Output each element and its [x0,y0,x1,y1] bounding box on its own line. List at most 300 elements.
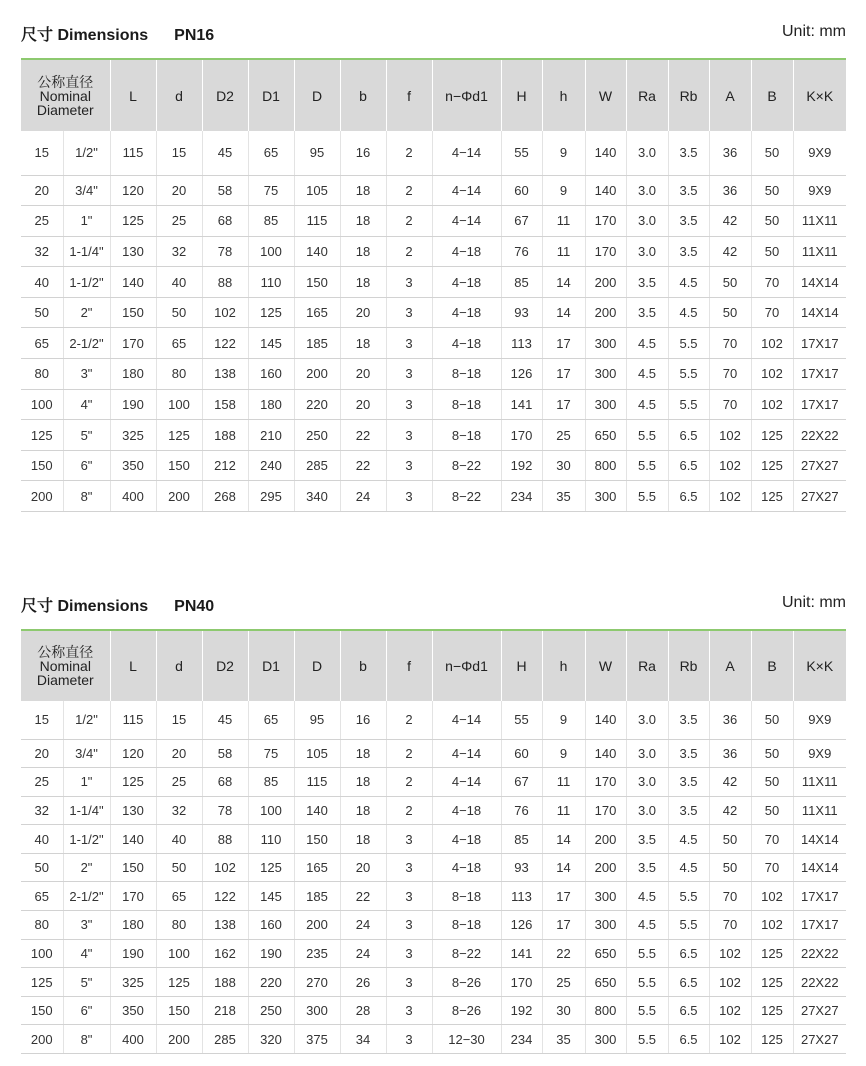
table-cell: 122 [202,328,248,359]
table-cell: 65 [248,131,294,175]
table-cell: 9X9 [793,131,846,175]
table-cell: 8−18 [432,359,501,390]
table-cell: 26 [340,968,386,997]
table-cell: 125 [751,996,793,1025]
table-cell: 240 [248,450,294,481]
table-cell: 190 [248,939,294,968]
table-cell: 3.5 [668,796,709,825]
table-cell: 3 [386,328,432,359]
column-header: L [110,59,156,131]
table-cell: 2 [386,175,432,206]
table-row [21,853,846,882]
nominal-header-en2: Diameter [36,672,94,688]
pn40-header-row [21,630,846,701]
table-cell: 150 [294,825,340,854]
table-cell: 36 [709,739,751,768]
table-cell: 32 [156,796,202,825]
table-cell: 125 [248,853,294,882]
table-cell: 70 [751,825,793,854]
table-cell: 150 [294,267,340,298]
table-cell: 70 [751,267,793,298]
table-cell: 3.5 [626,267,668,298]
table-cell: 200 [585,297,626,328]
pn40-unit-label: Unit: mm [782,594,846,611]
table-cell: 200 [21,481,63,512]
table-cell: 100 [156,389,202,420]
table-cell: 40 [21,267,63,298]
table-row [21,359,846,390]
table-cell: 70 [751,297,793,328]
table-cell: 50 [709,297,751,328]
nominal-header-cn: 公称直径 [37,644,94,660]
table-cell: 141 [501,389,542,420]
table-cell: 105 [294,739,340,768]
table-cell: 3" [63,359,110,390]
table-cell: 4−18 [432,267,501,298]
table-cell: 110 [248,825,294,854]
table-cell: 1" [63,206,110,237]
table-cell: 234 [501,1025,542,1054]
table-cell: 18 [340,825,386,854]
table-cell: 17 [542,328,585,359]
table-cell: 3.5 [668,701,709,739]
table-cell: 102 [709,420,751,451]
table-cell: 8−18 [432,882,501,911]
table-cell: 65 [156,882,202,911]
table-cell: 4−18 [432,796,501,825]
table-cell: 250 [294,420,340,451]
table-cell: 16 [340,131,386,175]
table-cell: 200 [585,853,626,882]
table-cell: 28 [340,996,386,1025]
table-cell: 2-1/2" [63,328,110,359]
table-cell: 3 [386,853,432,882]
table-cell: 145 [248,328,294,359]
table-cell: 102 [751,882,793,911]
table-cell: 40 [156,825,202,854]
table-cell: 1-1/4" [63,796,110,825]
table-cell: 4−18 [432,297,501,328]
nominal-header-en2: Diameter [36,101,94,118]
table-cell: 400 [110,481,156,512]
table-cell: 200 [156,481,202,512]
table-row [21,996,846,1025]
table-cell: 180 [110,359,156,390]
table-cell: 115 [110,701,156,739]
table-cell: 4−18 [432,236,501,267]
table-cell: 3.0 [626,701,668,739]
table-cell: 150 [156,996,202,1025]
table-cell: 2" [63,297,110,328]
table-cell: 95 [294,131,340,175]
table-cell: 4.5 [668,297,709,328]
table-cell: 285 [294,450,340,481]
table-cell: 55 [501,131,542,175]
table-cell: 4−18 [432,825,501,854]
table-cell: 125 [751,450,793,481]
table-cell: 8−26 [432,996,501,1025]
table-cell: 200 [156,1025,202,1054]
table-cell: 3/4" [63,175,110,206]
table-cell: 65 [21,882,63,911]
table-cell: 102 [709,996,751,1025]
column-header: H [501,630,542,701]
table-cell: 6.5 [668,450,709,481]
table-cell: 185 [294,328,340,359]
table-cell: 3.5 [668,768,709,797]
table-cell: 80 [156,911,202,940]
table-cell: 11 [542,796,585,825]
column-header: W [585,59,626,131]
table-cell: 800 [585,450,626,481]
column-header: Ra [626,59,668,131]
table-cell: 4−14 [432,206,501,237]
table-cell: 3.5 [626,853,668,882]
table-cell: 162 [202,939,248,968]
table-cell: 5.5 [668,389,709,420]
table-cell: 22 [542,939,585,968]
table-cell: 125 [156,968,202,997]
table-cell: 18 [340,768,386,797]
pn16-pressure-label: PN16 [174,27,215,44]
table-cell: 170 [501,420,542,451]
table-cell: 25 [156,206,202,237]
table-cell: 80 [21,911,63,940]
table-cell: 220 [294,389,340,420]
table-cell: 130 [110,236,156,267]
table-cell: 1-1/4" [63,236,110,267]
table-cell: 140 [110,825,156,854]
table-cell: 20 [21,739,63,768]
table-cell: 2 [386,701,432,739]
table-cell: 3.5 [668,236,709,267]
table-cell: 68 [202,768,248,797]
table-cell: 3 [386,996,432,1025]
table-cell: 88 [202,267,248,298]
table-cell: 85 [248,768,294,797]
table-cell: 210 [248,420,294,451]
table-cell: 8−22 [432,450,501,481]
table-cell: 6" [63,450,110,481]
table-cell: 50 [751,175,793,206]
column-header: n−Φd1 [432,630,501,701]
table-cell: 67 [501,206,542,237]
table-cell: 25 [542,420,585,451]
table-cell: 22 [340,882,386,911]
table-cell: 75 [248,739,294,768]
table-cell: 5.5 [626,1025,668,1054]
table-cell: 9 [542,175,585,206]
table-cell: 20 [340,389,386,420]
table-cell: 5.5 [626,450,668,481]
column-header: n−Φd1 [432,59,501,131]
table-cell: 22X22 [793,968,846,997]
table-cell: 14X14 [793,853,846,882]
table-cell: 70 [751,853,793,882]
table-cell: 126 [501,911,542,940]
table-cell: 1" [63,768,110,797]
table-cell: 192 [501,996,542,1025]
column-header: d [156,630,202,701]
table-cell: 150 [110,853,156,882]
table-cell: 70 [709,911,751,940]
table-cell: 650 [585,968,626,997]
table-cell: 9 [542,131,585,175]
table-cell: 15 [21,701,63,739]
table-cell: 170 [110,882,156,911]
table-cell: 30 [542,450,585,481]
table-cell: 190 [110,389,156,420]
table-cell: 2" [63,853,110,882]
table-row [21,825,846,854]
table-cell: 1-1/2" [63,267,110,298]
table-cell: 125 [110,206,156,237]
table-cell: 100 [21,939,63,968]
table-cell: 100 [156,939,202,968]
table-cell: 3.5 [626,297,668,328]
table-cell: 122 [202,882,248,911]
table-cell: 9 [542,701,585,739]
table-cell: 32 [156,236,202,267]
table-cell: 3.5 [626,825,668,854]
table-cell: 20 [156,175,202,206]
table-cell: 300 [294,996,340,1025]
table-cell: 50 [751,739,793,768]
table-cell: 14X14 [793,267,846,298]
table-cell: 102 [751,328,793,359]
table-cell: 300 [585,882,626,911]
table-cell: 8−26 [432,968,501,997]
table-cell: 102 [709,450,751,481]
table-cell: 6.5 [668,481,709,512]
table-cell: 9X9 [793,175,846,206]
table-cell: 125 [751,481,793,512]
table-cell: 58 [202,739,248,768]
table-cell: 160 [248,359,294,390]
table-cell: 4.5 [668,853,709,882]
table-cell: 5.5 [626,481,668,512]
column-header: D1 [248,59,294,131]
table-row [21,267,846,298]
table-cell: 140 [585,131,626,175]
column-header: A [709,630,751,701]
table-cell: 375 [294,1025,340,1054]
table-cell: 120 [110,739,156,768]
column-header: D2 [202,59,248,131]
table-cell: 125 [110,768,156,797]
table-cell: 5.5 [668,911,709,940]
table-row [21,1025,846,1054]
table-cell: 60 [501,739,542,768]
table-row [21,450,846,481]
table-cell: 18 [340,267,386,298]
table-cell: 2 [386,768,432,797]
table-cell: 325 [110,968,156,997]
table-cell: 17X17 [793,328,846,359]
table-cell: 6.5 [668,420,709,451]
table-row [21,297,846,328]
table-cell: 300 [585,359,626,390]
table-cell: 85 [501,267,542,298]
table-cell: 20 [156,739,202,768]
table-cell: 650 [585,939,626,968]
table-cell: 50 [709,267,751,298]
table-cell: 67 [501,768,542,797]
table-cell: 113 [501,882,542,911]
table-cell: 220 [248,968,294,997]
table-cell: 3.0 [626,175,668,206]
table-cell: 102 [709,1025,751,1054]
table-cell: 4.5 [626,882,668,911]
table-cell: 8−22 [432,939,501,968]
table-cell: 125 [751,1025,793,1054]
table-cell: 30 [542,996,585,1025]
table-cell: 200 [585,267,626,298]
table-cell: 17 [542,911,585,940]
table-cell: 17 [542,882,585,911]
table-cell: 42 [709,796,751,825]
table-cell: 2 [386,739,432,768]
table-cell: 70 [709,389,751,420]
table-cell: 6.5 [668,996,709,1025]
table-cell: 4.5 [626,359,668,390]
table-cell: 5.5 [626,420,668,451]
column-header: Ra [626,630,668,701]
table-cell: 3.0 [626,206,668,237]
table-cell: 14 [542,853,585,882]
table-cell: 17 [542,389,585,420]
table-cell: 20 [340,853,386,882]
table-cell: 4−18 [432,328,501,359]
table-cell: 15 [21,131,63,175]
table-cell: 130 [110,796,156,825]
table-cell: 50 [751,768,793,797]
table-cell: 27X27 [793,481,846,512]
table-cell: 17X17 [793,882,846,911]
table-cell: 9 [542,739,585,768]
table-cell: 22X22 [793,939,846,968]
table-cell: 50 [751,701,793,739]
table-cell: 27X27 [793,450,846,481]
table-row [21,236,846,267]
table-cell: 268 [202,481,248,512]
table-cell: 3 [386,939,432,968]
table-cell: 140 [294,796,340,825]
table-cell: 18 [340,739,386,768]
table-cell: 212 [202,450,248,481]
table-cell: 58 [202,175,248,206]
table-cell: 50 [156,297,202,328]
table-cell: 4.5 [626,911,668,940]
table-cell: 14 [542,297,585,328]
table-cell: 102 [709,968,751,997]
table-cell: 5" [63,968,110,997]
table-cell: 75 [248,175,294,206]
column-header: H [501,59,542,131]
table-cell: 4" [63,389,110,420]
table-cell: 11X11 [793,206,846,237]
table-cell: 3 [386,297,432,328]
table-cell: 17X17 [793,911,846,940]
table-cell: 150 [21,450,63,481]
column-header: b [340,630,386,701]
table-cell: 115 [110,131,156,175]
table-cell: 25 [542,968,585,997]
table-cell: 140 [585,175,626,206]
table-cell: 22 [340,420,386,451]
table-cell: 270 [294,968,340,997]
table-cell: 68 [202,206,248,237]
table-cell: 24 [340,911,386,940]
table-cell: 113 [501,328,542,359]
table-cell: 188 [202,968,248,997]
table-cell: 50 [751,131,793,175]
table-cell: 32 [21,796,63,825]
table-cell: 180 [110,911,156,940]
table-row [21,939,846,968]
table-cell: 200 [585,825,626,854]
table-cell: 70 [709,882,751,911]
table-cell: 4.5 [668,825,709,854]
table-cell: 5.5 [626,939,668,968]
table-cell: 1/2" [63,701,110,739]
table-cell: 170 [501,968,542,997]
table-cell: 140 [585,701,626,739]
table-cell: 12−30 [432,1025,501,1054]
table-cell: 140 [585,739,626,768]
table-cell: 100 [21,389,63,420]
table-cell: 27X27 [793,996,846,1025]
column-header: D [294,630,340,701]
table-cell: 350 [110,450,156,481]
table-cell: 20 [21,175,63,206]
table-cell: 1-1/2" [63,825,110,854]
table-cell: 88 [202,825,248,854]
table-row [21,420,846,451]
table-cell: 160 [248,911,294,940]
table-cell: 22 [340,450,386,481]
table-cell: 14 [542,825,585,854]
table-cell: 350 [110,996,156,1025]
table-cell: 102 [709,939,751,968]
table-cell: 140 [110,267,156,298]
table-cell: 2 [386,206,432,237]
table-cell: 141 [501,939,542,968]
table-cell: 11X11 [793,768,846,797]
table-cell: 150 [21,996,63,1025]
table-cell: 3" [63,911,110,940]
table-cell: 65 [21,328,63,359]
table-cell: 8−22 [432,481,501,512]
table-cell: 6" [63,996,110,1025]
table-cell: 295 [248,481,294,512]
table-cell: 5" [63,420,110,451]
table-cell: 3 [386,420,432,451]
pn16-header-row [21,59,846,131]
table-cell: 15 [156,701,202,739]
table-cell: 6.5 [668,939,709,968]
table-cell: 102 [709,481,751,512]
table-cell: 165 [294,853,340,882]
table-cell: 24 [340,481,386,512]
table-cell: 102 [751,389,793,420]
table-cell: 150 [156,450,202,481]
table-cell: 8" [63,481,110,512]
table-cell: 50 [751,236,793,267]
table-cell: 4−14 [432,175,501,206]
table-cell: 20 [340,297,386,328]
nominal-diameter-header [21,59,110,131]
